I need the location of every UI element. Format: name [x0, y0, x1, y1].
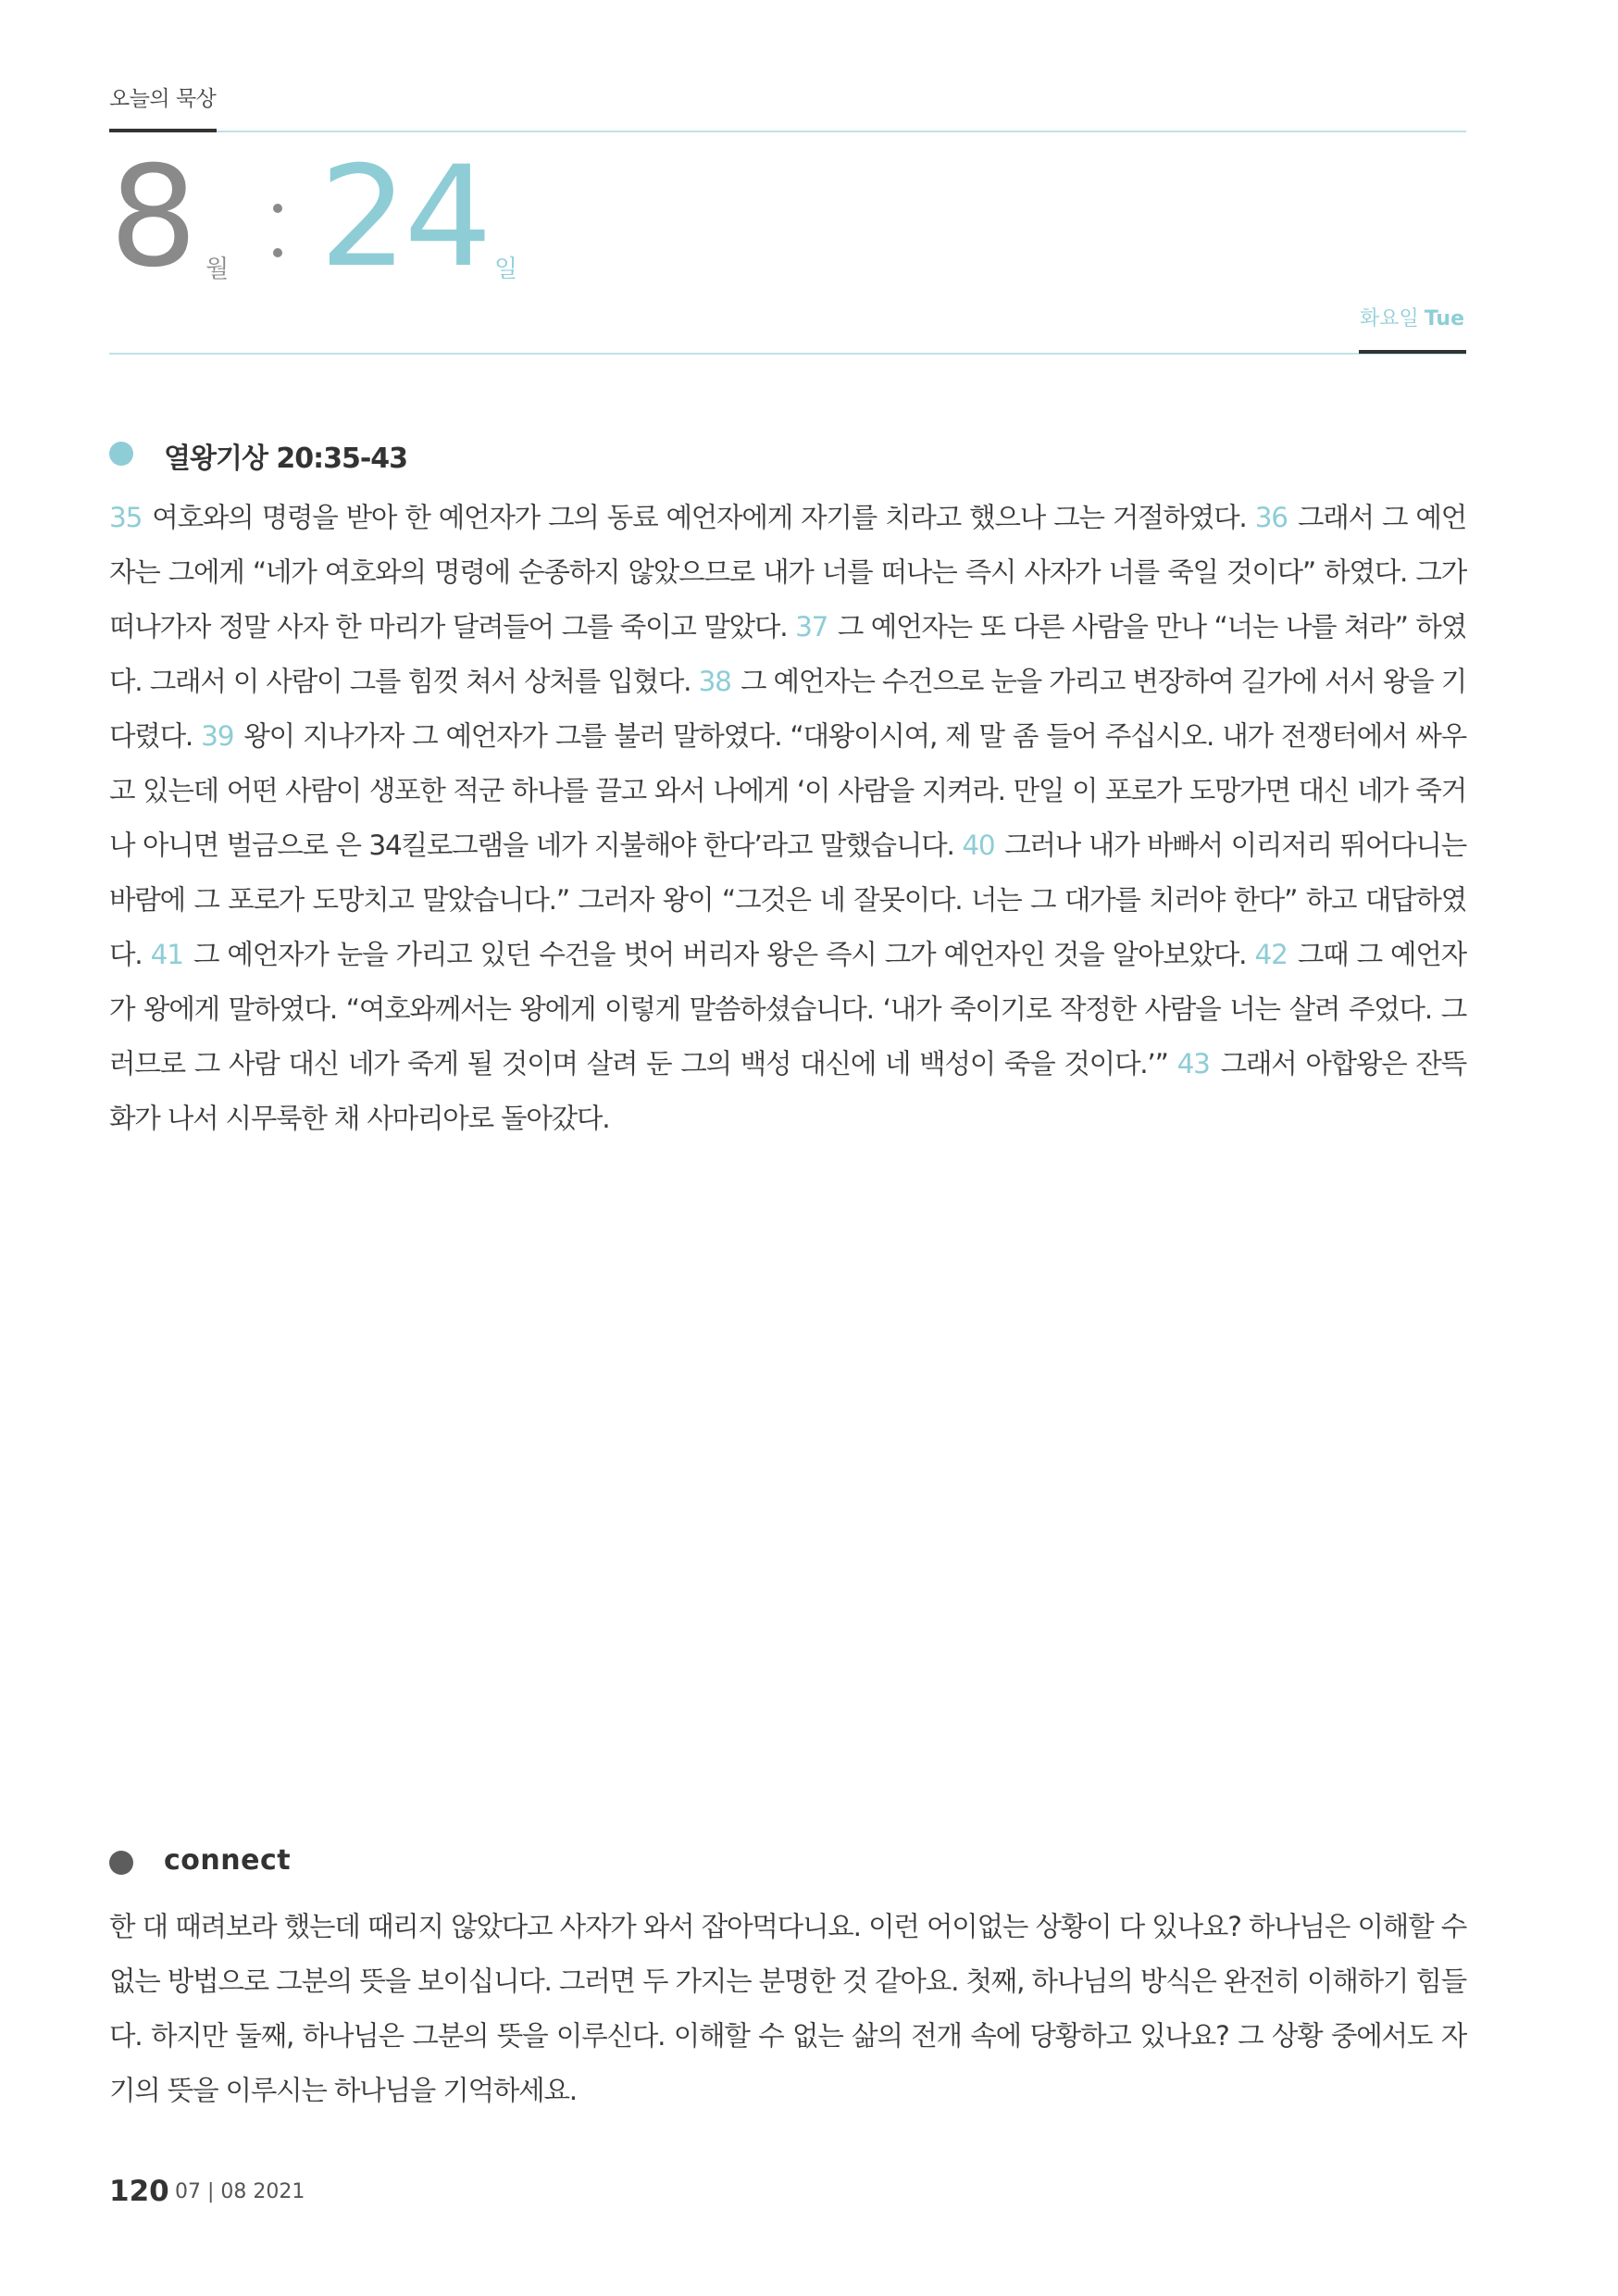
- scripture-body: [109, 491, 1466, 1146]
- weekday-korean: 화요일: [1360, 307, 1419, 331]
- day-unit: 일: [494, 256, 518, 283]
- verse: [151, 939, 1247, 970]
- weekday-english: Tue: [1424, 307, 1464, 331]
- verse-number: 36: [1254, 502, 1288, 533]
- verse-text: 그때 그 예언자가 왕에게 말하였다. “여호와께서는 왕에게 이렇게 말씀하셨습니다. ‘내가 죽이기로 작정한 사람을 너는 살려 주었다. 그러므로 그 사람 대신 네가 죽게 될 것이며 살려 둔 그의 백성 대신에 네 백성이 죽을 것이다.’”: [109, 939, 1466, 1079]
- verse-text: 그러나 내가 바빠서 이리저리 뛰어다니는 바람에 그 포로가 도망치고 말았습니다.” 그러자 왕이 “그것은 네 잘못이다. 너는 그 대가를 치러야 한다” 하고 대답하였다.: [109, 830, 1466, 970]
- verse-number: 43: [1176, 1048, 1210, 1079]
- scripture-bullet-icon: [109, 442, 133, 466]
- verse-number: 41: [150, 939, 183, 970]
- month-unit: 월: [205, 256, 230, 283]
- page-number: 120: [109, 2175, 169, 2208]
- verse-number: 39: [201, 720, 234, 752]
- weekday: [1360, 303, 1464, 331]
- issue-date: 07 | 08 2021: [175, 2180, 305, 2203]
- verse-number: 37: [795, 611, 828, 643]
- header-accent-bar-right: [1359, 350, 1466, 354]
- scripture-title: 열왕기상 20:35-43: [164, 443, 408, 475]
- verse-text: 그 예언자는 또 다른 사람을 만나 “너는 나를 쳐라” 하였다. 그래서 이 사람이 그를 힘껏 쳐서 상처를 입혔다.: [109, 611, 1466, 697]
- connect-body: 한 대 때려보라 했는데 때리지 않았다고 사자가 와서 잡아먹다니요. 이런 어이없는 상황이 다 있나요? 하나님은 이해할 수 없는 방법으로 그분의 뜻을 보이십니다. 그러면 두 가지는 분명한 것 같아요. 첫째, 하나님의 방식은 완전히 이해하기 힘들다. 하지만 둘째, 하나님은 그분의 뜻을 이루신다. 이해할 수 없는 삶의 전개 속에 당황하고 있나요? 그 상황 중에서도 자기의 뜻을 이루시는 하나님을 기억하세요.: [109, 1911, 1466, 2106]
- verse-text: 그 예언자는 수건으로 눈을 가리고 변장하여 길가에 서서 왕을 기다렸다.: [109, 666, 1466, 752]
- verse-number: 42: [1254, 939, 1288, 970]
- verse-number: 38: [698, 666, 731, 697]
- date-day: 24: [319, 137, 489, 298]
- header-divider-top: [217, 131, 1466, 132]
- verse-text: 그래서 그 예언자는 그에게 “네가 여호와의 명령에 순종하지 않았으므로 내가 너를 떠나는 즉시 사자가 너를 죽일 것이다” 하였다. 그가 떠나가자 정말 사자 한 마리가 달려들어 그를 죽이고 말았다.: [109, 502, 1467, 643]
- connect-title: connect: [164, 1844, 292, 1877]
- date-month: 8: [109, 137, 194, 298]
- verse-number: 40: [962, 830, 995, 861]
- verse-text: 그래서 아합왕은 잔뜩 화가 나서 시무룩한 채 사마리아로 돌아갔다.: [109, 1048, 1466, 1134]
- verse-text: 왕이 지나가자 그 예언자가 그를 불러 말하였다. “대왕이시여, 제 말 좀 들어 주십시오. 내가 전쟁터에서 싸우고 있는데 어떤 사람이 생포한 적군 하나를 끌고 와서 나에게 ‘이 사람을 지켜라. 만일 이 포로가 도망가면 대신 네가 죽거나 아니면 벌금으로 은 34킬로그램을 네가 지불해야 한다’라고 말했습니다.: [109, 720, 1466, 861]
- header-accent-bar: [109, 129, 217, 132]
- header-divider-bottom: [109, 353, 1466, 355]
- verse: [109, 502, 1247, 533]
- connect-bullet-icon: [109, 1851, 133, 1875]
- verse-number: 35: [109, 502, 143, 533]
- date-separator-icon: [270, 196, 285, 272]
- verse-text: 그 예언자가 눈을 가리고 있던 수건을 벗어 버리자 왕은 즉시 그가 예언자인 것을 알아보았다.: [193, 939, 1247, 970]
- section-label: 오늘의 묵상: [109, 87, 217, 111]
- verse-text: 여호와의 명령을 받아 한 예언자가 그의 동료 예언자에게 자기를 치라고 했으나 그는 거절하였다.: [152, 502, 1247, 533]
